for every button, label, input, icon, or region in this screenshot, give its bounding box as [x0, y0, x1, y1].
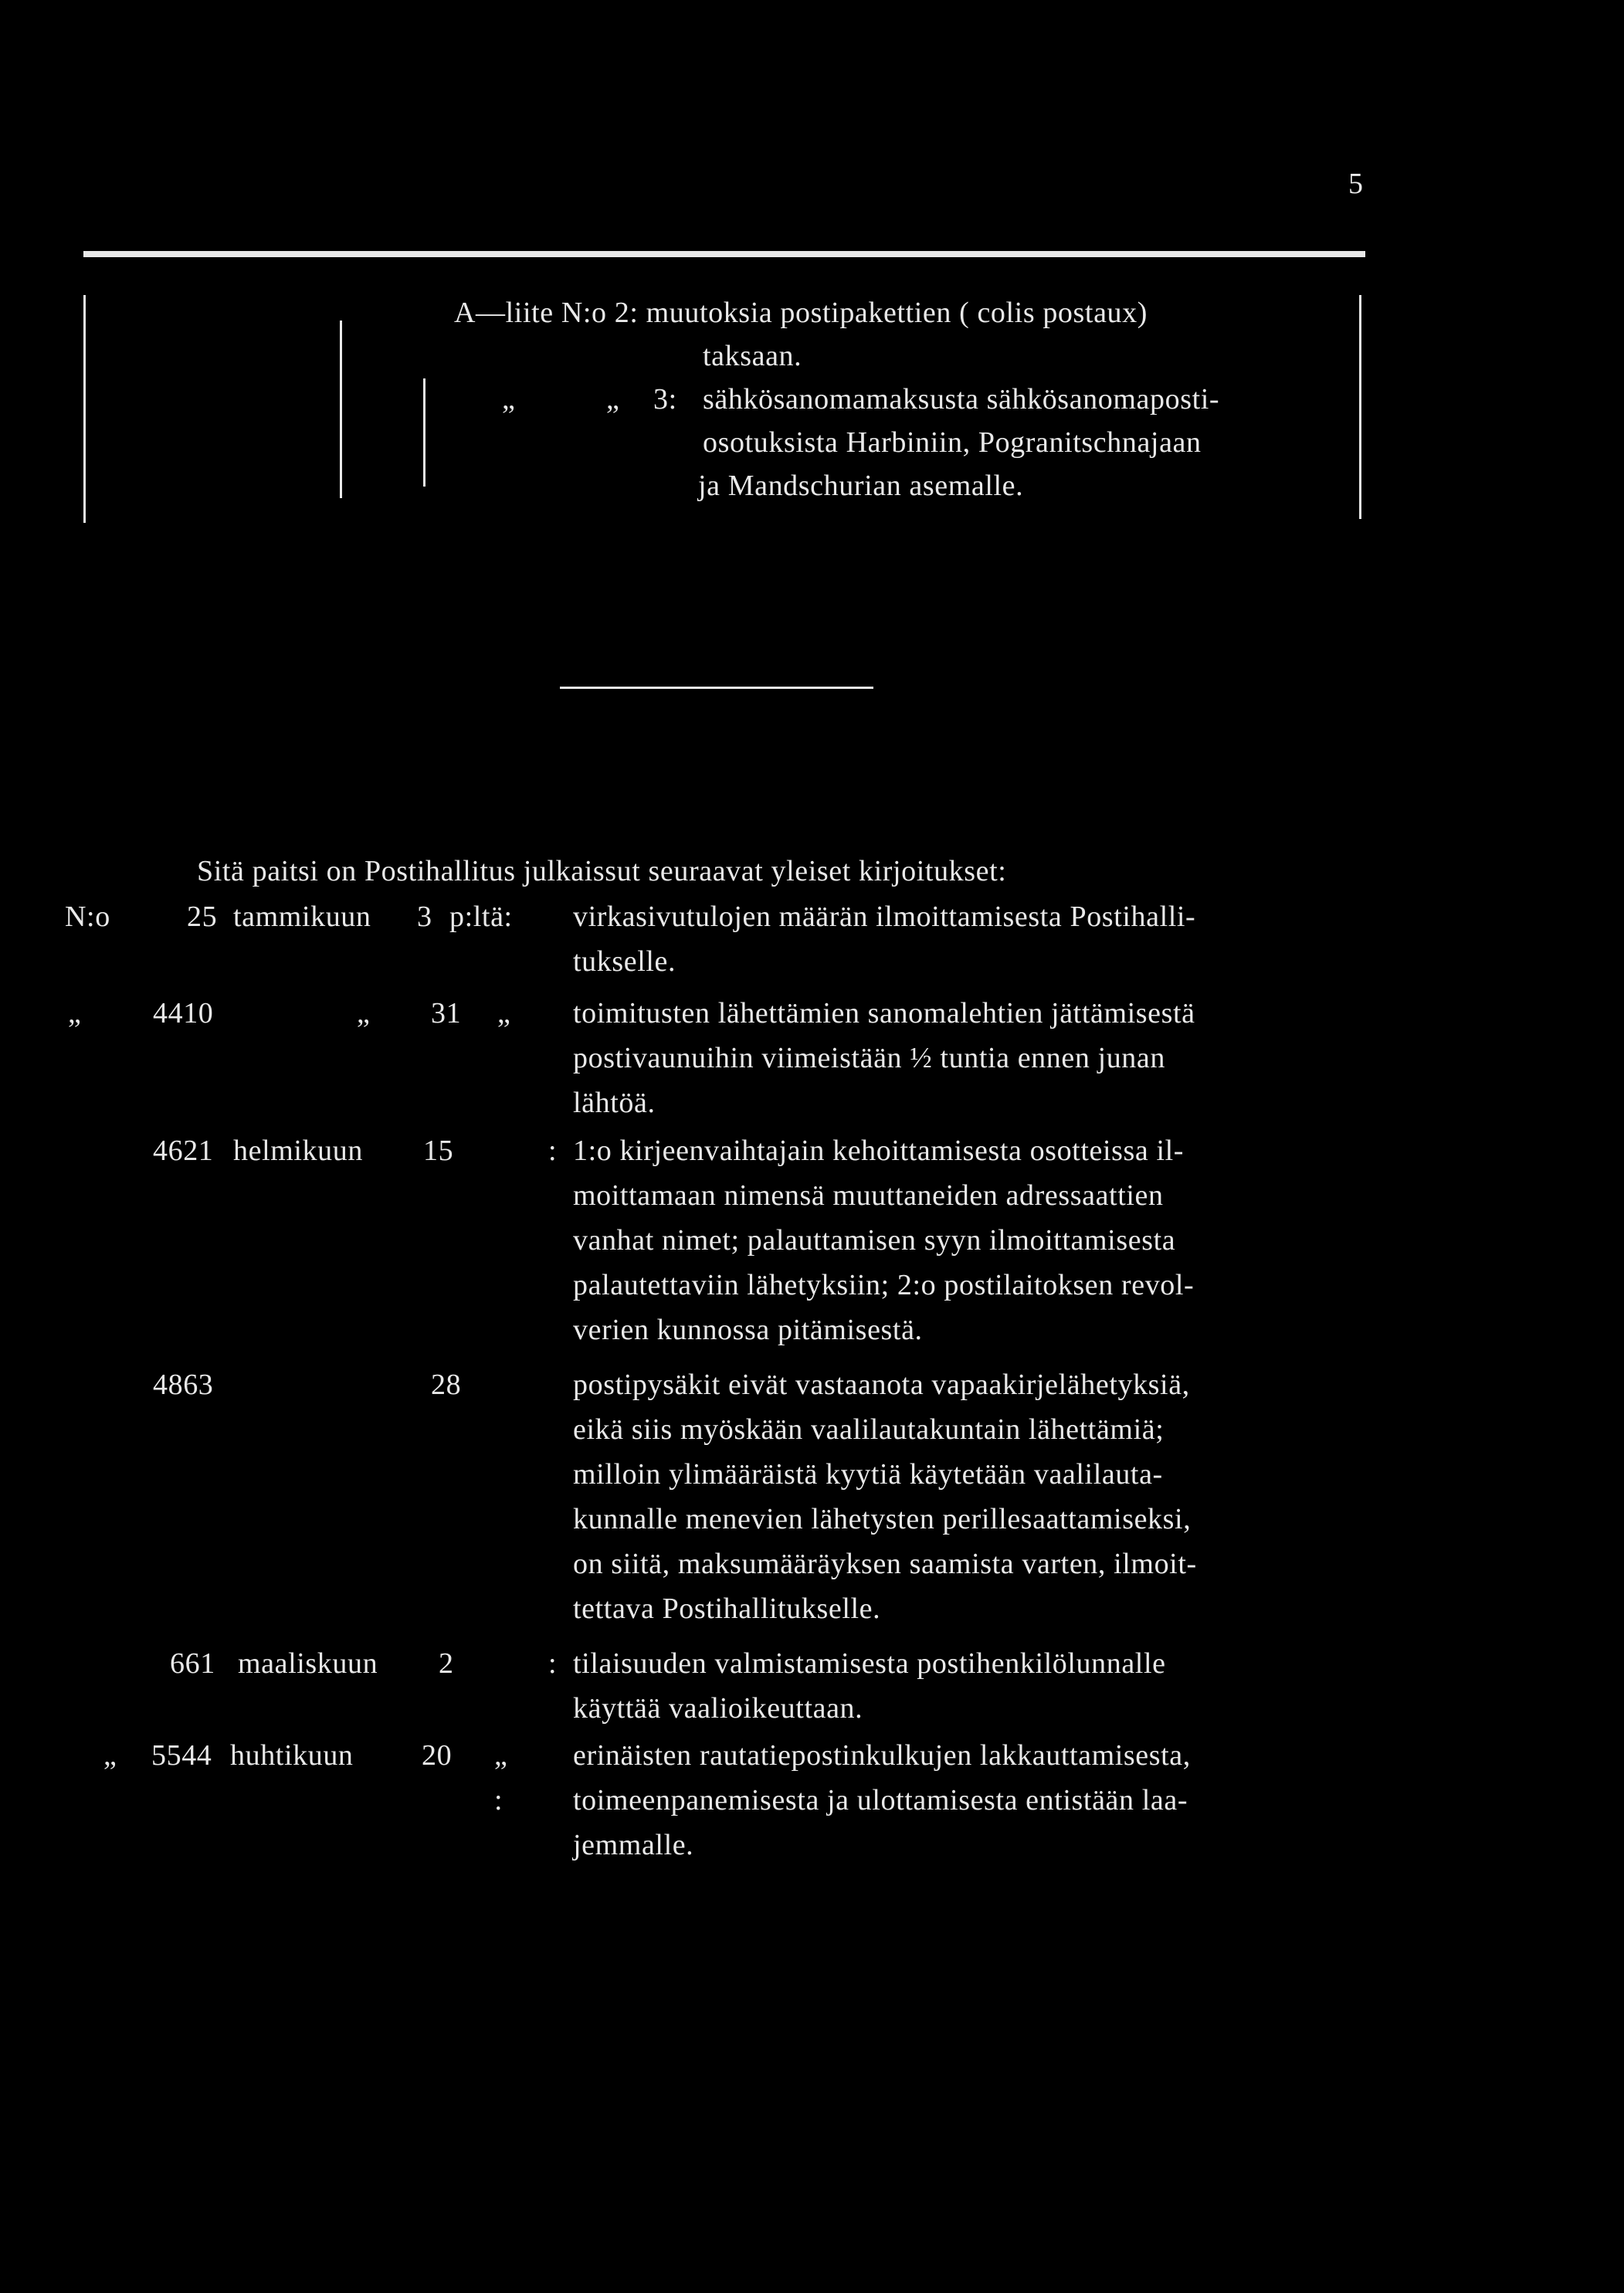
page-number: 5: [1348, 168, 1363, 200]
ditto-mark: „: [606, 383, 620, 416]
entry-unit: p:ltä:: [449, 901, 513, 933]
entry-line: postivaunuihin viimeistään ½ tuntia ennen junan: [573, 1042, 1165, 1074]
header-rule: [83, 251, 1365, 257]
entry-number: 4621: [153, 1135, 214, 1167]
entry-text: [573, 1128, 1367, 1352]
appendix-line-1: A—liite N:o 2: muutoksia postipakettien ( colis postaux): [454, 297, 1148, 329]
box-right-rule: [1359, 295, 1361, 519]
entry-line: lähtöä.: [573, 1087, 656, 1119]
entry-line: tukselle.: [573, 945, 676, 978]
entry-month: helmikuun: [233, 1135, 363, 1167]
appendix-number: 3:: [653, 383, 677, 416]
entry-line: käyttää vaalioikeuttaan.: [573, 1692, 863, 1725]
entry-prefix: „: [68, 997, 82, 1029]
entry-prefix: N:o: [65, 901, 110, 933]
entry-line: milloin ylimääräistä kyytiä käytetään vaalilauta-: [573, 1458, 1163, 1491]
entry-day: 31: [431, 997, 462, 1029]
entry-line: moittamaan nimensä muuttaneiden adressaattien: [573, 1179, 1164, 1212]
entry-unit: „: [497, 997, 511, 1029]
intro-text: Sitä paitsi on Postihallitus julkaissut seuraavat yleiset kirjoitukset:: [197, 855, 1007, 887]
entry-text: [573, 991, 1367, 1125]
entry-month: „: [357, 997, 371, 1029]
entry-month: huhtikuun: [230, 1739, 354, 1772]
appendix-line-2: taksaan.: [703, 340, 802, 372]
entry-text: [573, 1733, 1367, 1867]
entry-line: erinäisten rautatiepostinkulkujen lakkauttamisesta,: [573, 1739, 1191, 1772]
entry-month: maaliskuun: [238, 1647, 378, 1680]
entry-unit: :: [548, 1647, 558, 1680]
entry-prefix: „: [103, 1739, 117, 1772]
entry-line: toimitusten lähettämien sanomalehtien jättämisestä: [573, 997, 1195, 1029]
entry-number: 4410: [153, 997, 214, 1029]
entry-line: postipysäkit eivät vastaanota vapaakirjelähetyksiä,: [573, 1369, 1190, 1401]
box-inner-rule-2: [423, 378, 425, 487]
entry-line: virkasivutulojen määrän ilmoittamisesta Postihalli-: [573, 901, 1196, 933]
appendix-line-3: sähkösanomamaksusta sähkösanomaposti-: [703, 383, 1220, 416]
entry-line: jemmalle.: [573, 1829, 694, 1861]
entry-line: 1:o kirjeenvaihtajain kehoittamisesta osotteissa il-: [573, 1135, 1185, 1167]
appendix-line-4: osotuksista Harbiniin, Pogranitschnajaan: [703, 426, 1202, 459]
entry-line: palautettaviin lähetyksiin; 2:o postilaitoksen revol-: [573, 1269, 1195, 1301]
entry-number: 5544: [151, 1739, 212, 1772]
box-inner-rule: [340, 321, 342, 498]
entry-line: kunnalle menevien lähetysten perillesaattamiseksi,: [573, 1503, 1192, 1535]
box-left-rule: [83, 295, 86, 523]
entry-line: tettava Postihallitukselle.: [573, 1593, 881, 1625]
entry-unit: „ :: [494, 1739, 508, 1816]
appendix-line-5: ja Mandschurian asemalle.: [698, 470, 1024, 502]
entry-number: 4863: [153, 1369, 214, 1401]
entry-number: 661: [170, 1647, 215, 1680]
entry-line: eikä siis myöskään vaalilautakuntain lähettämiä;: [573, 1413, 1165, 1446]
entry-line: toimeenpanemisesta ja ulottamisesta entistään laa-: [573, 1784, 1188, 1816]
entry-line: vanhat nimet; palauttamisen syyn ilmoittamisesta: [573, 1224, 1176, 1257]
entry-line: tilaisuuden valmistamisesta postihenkilölunnalle: [573, 1647, 1166, 1680]
entry-text: [573, 1362, 1367, 1631]
entry-number: 25: [187, 901, 218, 933]
entry-day: 15: [423, 1135, 454, 1167]
entry-line: on siitä, maksumääräyksen saamista varten, ilmoit-: [573, 1548, 1197, 1580]
entry-unit: :: [548, 1135, 558, 1167]
entry-day: 20: [422, 1739, 453, 1772]
entry-month: tammikuun: [233, 901, 371, 933]
ditto-mark: „: [502, 383, 516, 416]
entry-day: 2: [439, 1647, 454, 1680]
entry-text: [573, 1641, 1367, 1731]
entry-line: verien kunnossa pitämisestä.: [573, 1314, 923, 1346]
entry-text: [573, 894, 1367, 984]
section-divider: [560, 687, 873, 689]
entry-day: 28: [431, 1369, 462, 1401]
entry-day: 3: [417, 901, 432, 933]
